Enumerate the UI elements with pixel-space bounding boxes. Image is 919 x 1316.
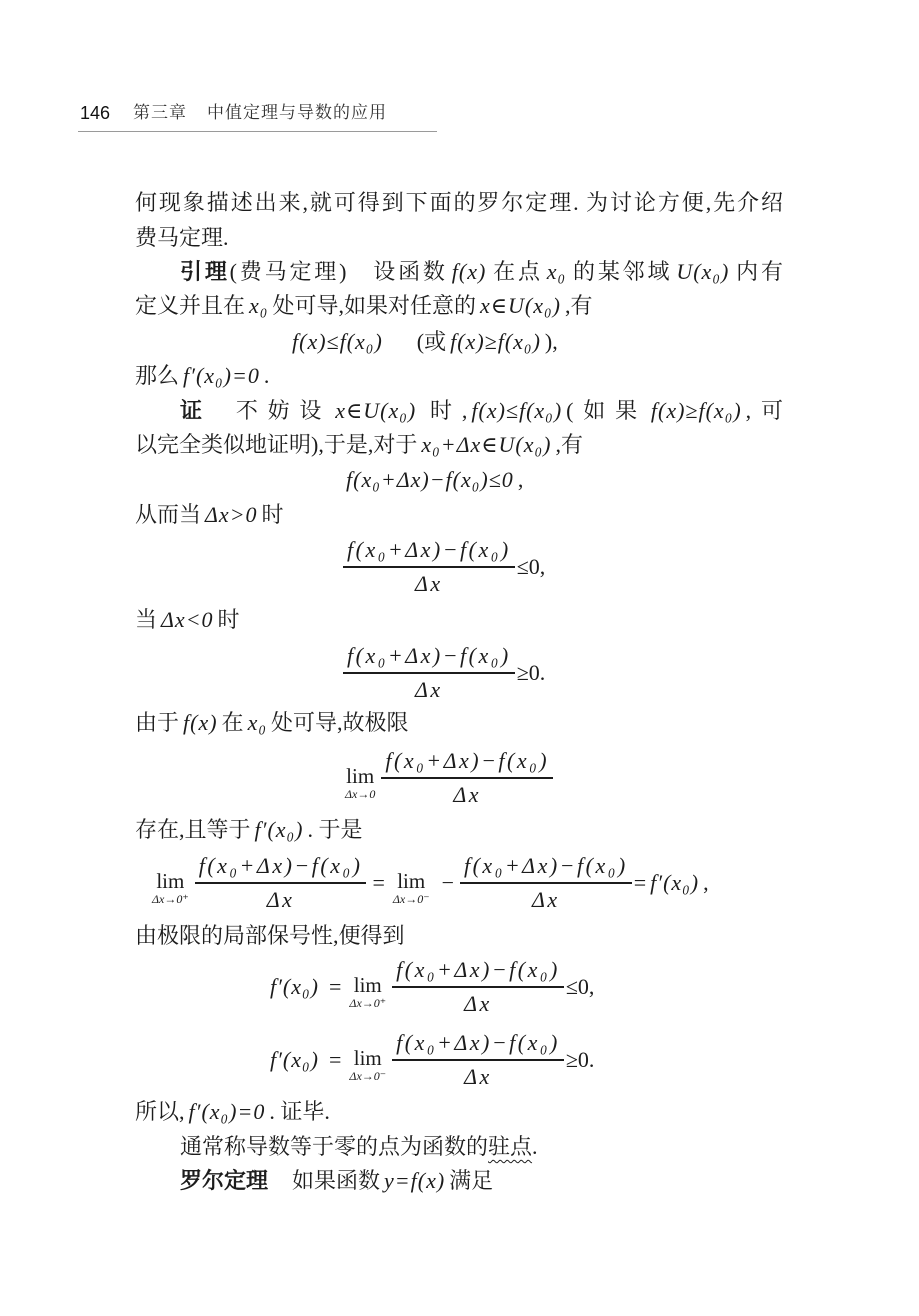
numerator: f(x₀+Δx)−f(x₀) xyxy=(463,853,628,879)
text-run: 那么 xyxy=(135,363,180,388)
limit-operator xyxy=(345,765,375,801)
lim-subscript: Δx→0⁺ xyxy=(349,996,387,1010)
text-run: (或 xyxy=(416,329,447,354)
math-expression: f′(x₀) xyxy=(254,817,304,842)
math-expression: x₀ xyxy=(546,259,567,284)
difference-quotient xyxy=(460,850,632,915)
denominator: Δx xyxy=(415,676,443,702)
lemma-statement-line xyxy=(180,257,783,287)
math-expression: U(x₀) xyxy=(676,259,730,284)
lim-text: lim xyxy=(156,869,185,893)
text-run: 在点 xyxy=(490,259,543,284)
text-run: . xyxy=(532,1134,538,1159)
paragraph-line: 费马定理. xyxy=(135,225,229,250)
lim-subscript: Δx→0⁻ xyxy=(392,892,430,906)
lim-subscript: Δx→0⁺ xyxy=(152,892,189,906)
relation: ≥0. xyxy=(516,660,546,685)
denominator: Δx xyxy=(415,570,443,596)
math-expression: f(x) xyxy=(451,259,487,284)
difference-inequality xyxy=(342,465,523,495)
denominator: Δx xyxy=(266,886,295,912)
text-run: 处可导,故极限 xyxy=(270,710,409,735)
proof-line xyxy=(135,500,284,530)
numerator: f(x₀+Δx)−f(x₀) xyxy=(347,537,511,563)
equals-sign: = xyxy=(372,870,385,895)
text-run: (如果 xyxy=(566,398,647,423)
difference-quotient xyxy=(392,954,564,1019)
math-expression: f(x₀+Δx)−f(x₀)≤0 xyxy=(346,467,514,492)
defined-term: 驻点 xyxy=(488,1134,533,1159)
text-run: ,有 xyxy=(564,293,593,318)
math-expression: Δx>0 xyxy=(205,502,258,527)
text-run: ,有 xyxy=(555,432,584,457)
numerator: f(x₀+Δx)−f(x₀) xyxy=(396,957,560,983)
math-expression: x∈U(x₀) xyxy=(479,293,561,318)
difference-quotient xyxy=(392,1027,564,1092)
math-expression: x₀ xyxy=(247,710,267,735)
lemma-label: 引理 xyxy=(180,260,230,285)
text-run: . 证毕. xyxy=(269,1099,330,1124)
text-run: 满足 xyxy=(449,1168,494,1193)
text-run: 的某邻域 xyxy=(570,259,673,284)
text-run: 时 xyxy=(217,607,240,632)
equals-sign: = xyxy=(633,870,647,895)
limit-operator xyxy=(393,870,430,906)
header-rule xyxy=(78,131,437,132)
math-expression: f′(x₀) xyxy=(270,1047,319,1072)
math-expression: x∈U(x₀) xyxy=(335,398,417,423)
equals-sign: = xyxy=(329,1047,342,1072)
text-run: 定义并且在 xyxy=(135,293,246,318)
relation: ≤0, xyxy=(516,554,546,579)
text-run: 所以, xyxy=(135,1099,185,1124)
difference-quotient xyxy=(343,640,515,705)
text-run: , xyxy=(517,467,524,492)
lemma-condition xyxy=(288,327,558,357)
lim-text: lim xyxy=(353,1046,382,1070)
math-expression: y=f(x) xyxy=(384,1168,446,1193)
proof-label: 证 xyxy=(180,399,212,424)
text-run: 内有 xyxy=(733,259,783,284)
denominator: Δx xyxy=(464,1063,492,1089)
math-expression: f(x)≤f(x₀) xyxy=(471,398,563,423)
limit-operator xyxy=(349,974,386,1010)
text-run: . 于是 xyxy=(307,817,363,842)
text-run: 当 xyxy=(135,607,158,632)
chapter-heading xyxy=(133,101,387,125)
lim-subscript: Δx→0⁻ xyxy=(349,1069,387,1083)
text-run: ), xyxy=(544,329,558,354)
chapter-title: 中值定理与导数的应用 xyxy=(207,103,387,123)
numerator: f(x₀+Δx)−f(x₀) xyxy=(396,1030,560,1056)
math-expression: x₀ xyxy=(249,293,269,318)
minus-sign: − xyxy=(441,870,454,895)
right-limit-inequality xyxy=(266,954,596,1020)
math-expression: f(x)≥f(x₀) xyxy=(450,329,541,354)
derivative-limit xyxy=(343,745,553,811)
proof-line xyxy=(180,396,783,426)
limit-operator xyxy=(349,1047,386,1083)
math-expression: f′(x₀) xyxy=(270,974,319,999)
math-expression: Δx<0 xyxy=(161,607,214,632)
text-run: 在 xyxy=(221,710,244,735)
proof-line xyxy=(135,605,240,635)
math-expression: f(x)≥f(x₀) xyxy=(650,398,742,423)
limit-operator xyxy=(152,870,189,906)
theorem-label: 罗尔定理 xyxy=(180,1169,269,1194)
quotient-inequality-positive xyxy=(343,534,547,600)
denominator: Δx xyxy=(464,990,492,1016)
lemma-title: (费马定理) xyxy=(229,259,347,284)
numerator: f(x₀+Δx)−f(x₀) xyxy=(385,748,550,774)
math-expression: f′(x₀) xyxy=(650,870,700,895)
math-expression: f′(x₀)=0 xyxy=(183,363,260,388)
difference-quotient xyxy=(381,745,553,810)
denominator: Δx xyxy=(453,781,482,807)
text-run: 处可导,如果对任意的 xyxy=(272,293,476,318)
denominator: Δx xyxy=(532,886,560,912)
text-run: ,可 xyxy=(745,398,783,423)
lim-text: lim xyxy=(353,973,382,997)
proof-line: 由极限的局部保号性,便得到 xyxy=(135,923,405,948)
lemma-statement-line xyxy=(135,291,592,321)
left-limit-inequality xyxy=(266,1027,596,1093)
lim-subscript: Δx→0 xyxy=(345,787,376,801)
text-run: 如果函数 xyxy=(292,1168,381,1193)
difference-quotient xyxy=(343,534,515,599)
lim-text: lim xyxy=(397,869,426,893)
text-run: 通常称导数等于零的点为函数的 xyxy=(180,1134,489,1159)
chapter-number: 第三章 xyxy=(133,103,187,123)
relation: ≤0, xyxy=(565,974,595,999)
math-expression: f′(x₀)=0 xyxy=(188,1099,266,1124)
text-run: 不妨设 xyxy=(235,398,332,423)
lim-text: lim xyxy=(346,764,375,788)
text-run: 时 xyxy=(261,502,284,527)
text-run: 存在,且等于 xyxy=(135,817,251,842)
lemma-conclusion xyxy=(135,361,269,391)
text-run: 以完全类似地证明),于是,对于 xyxy=(135,432,418,457)
proof-line xyxy=(135,708,409,738)
text-run: 设函数 xyxy=(370,259,448,284)
quotient-inequality-negative xyxy=(343,640,547,706)
text-run: 时, xyxy=(420,398,468,423)
text-run: . xyxy=(263,363,270,388)
math-expression: x₀+Δx∈U(x₀) xyxy=(421,432,552,457)
math-expression: f(x) xyxy=(183,710,218,735)
proof-line xyxy=(135,430,583,460)
theorem-line xyxy=(180,1166,493,1196)
proof-line xyxy=(135,815,363,845)
proof-conclusion xyxy=(135,1097,330,1127)
difference-quotient xyxy=(195,850,367,915)
equals-sign: = xyxy=(329,974,342,999)
definition-line xyxy=(180,1132,538,1162)
math-expression: f(x)≤f(x₀) xyxy=(292,329,383,354)
relation: ≥0. xyxy=(565,1047,595,1072)
page-number: 146 xyxy=(80,103,111,123)
paragraph-line: 何现象描述出来,就可得到下面的罗尔定理. 为讨论方便,先介绍 xyxy=(135,190,783,215)
one-sided-limits-equation xyxy=(150,850,711,916)
numerator: f(x₀+Δx)−f(x₀) xyxy=(347,643,511,669)
numerator: f(x₀+Δx)−f(x₀) xyxy=(198,853,363,879)
text-run: 由于 xyxy=(135,710,180,735)
punctuation: , xyxy=(703,870,709,895)
text-run: 从而当 xyxy=(135,502,202,527)
